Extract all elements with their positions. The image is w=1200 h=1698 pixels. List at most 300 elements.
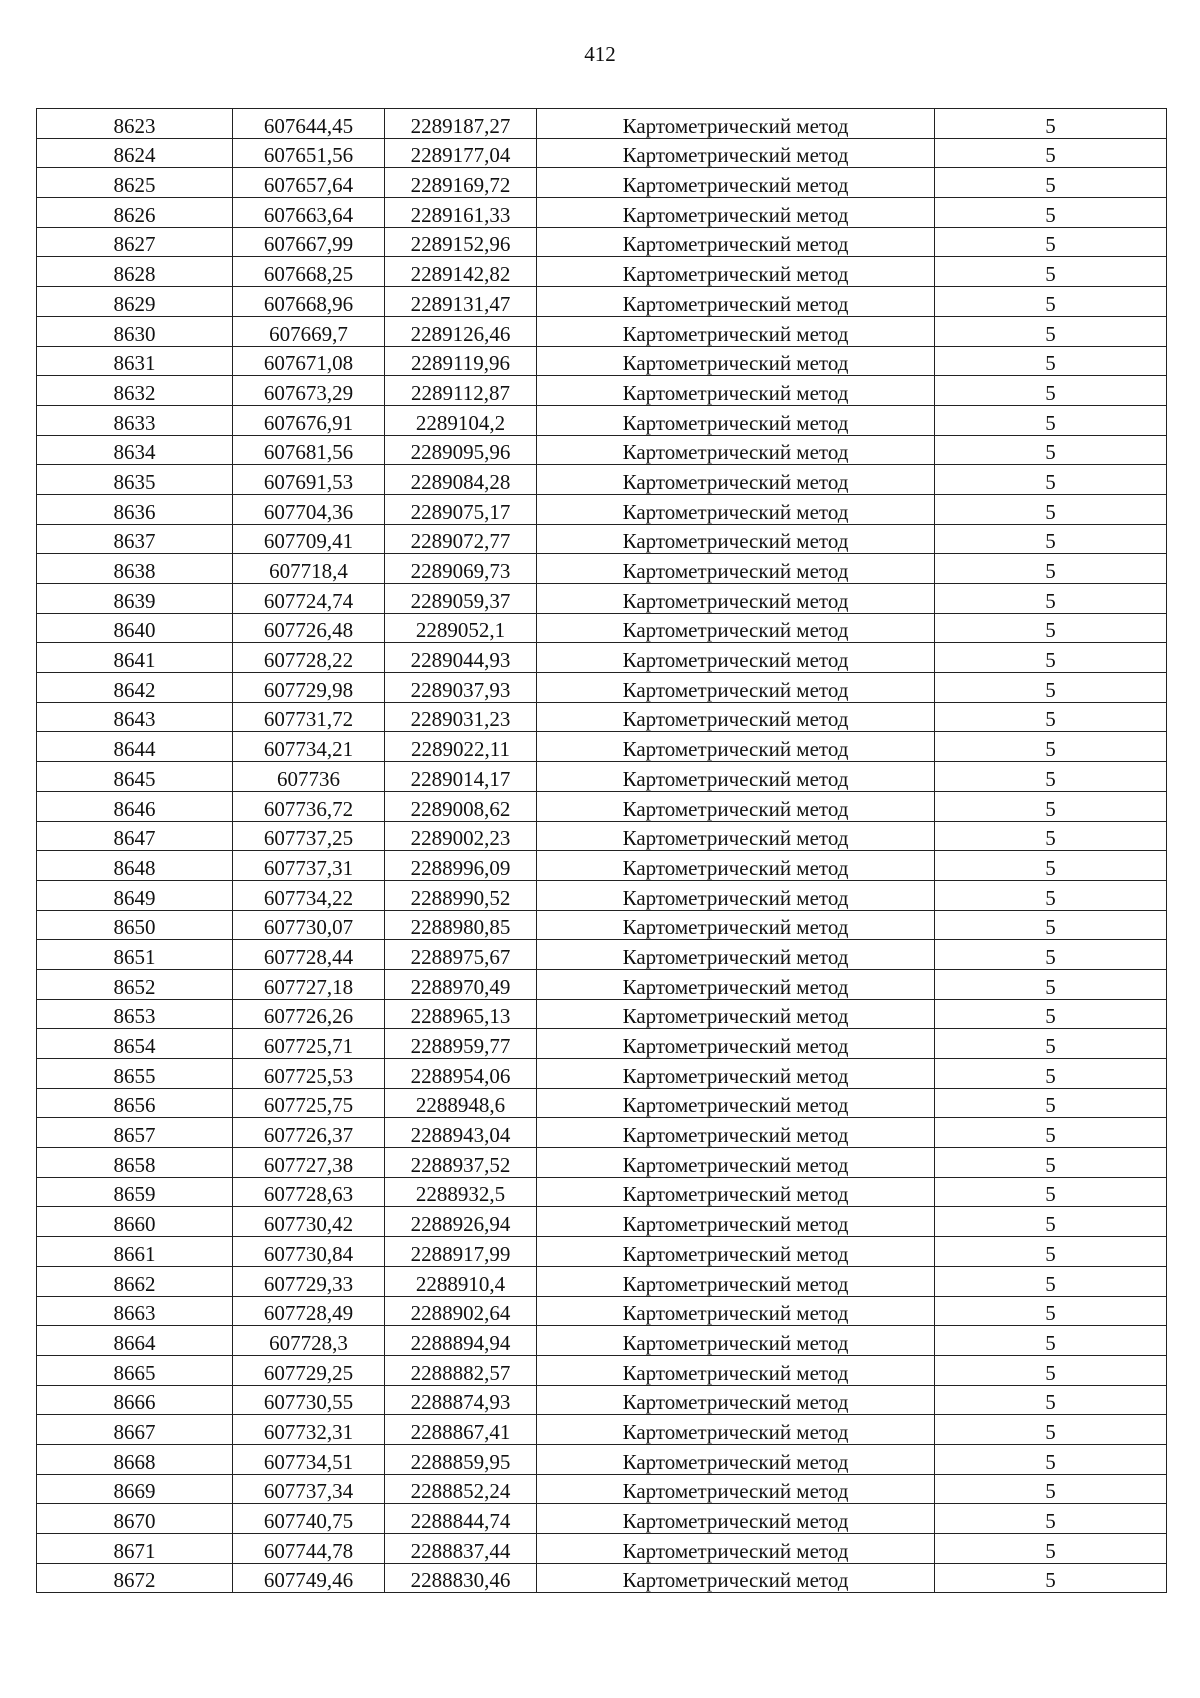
x-coordinate-cell: 607718,4 bbox=[233, 554, 385, 584]
point-number-cell: 8670 bbox=[37, 1504, 233, 1534]
method-cell: Картометрический метод bbox=[537, 613, 935, 643]
table-row bbox=[37, 1207, 1167, 1237]
x-coordinate-cell: 607728,49 bbox=[233, 1296, 385, 1326]
y-coordinate-cell: 2288859,95 bbox=[385, 1444, 537, 1474]
method-cell: Картометрический метод bbox=[537, 1296, 935, 1326]
x-coordinate-cell: 607657,64 bbox=[233, 168, 385, 198]
x-coordinate-cell: 607729,98 bbox=[233, 673, 385, 703]
accuracy-cell: 5 bbox=[935, 584, 1167, 614]
method-cell: Картометрический метод bbox=[537, 762, 935, 792]
table-row bbox=[37, 227, 1167, 257]
x-coordinate-cell: 607668,25 bbox=[233, 257, 385, 287]
y-coordinate-cell: 2288852,24 bbox=[385, 1474, 537, 1504]
method-cell: Картометрический метод bbox=[537, 1059, 935, 1089]
point-number-cell: 8639 bbox=[37, 584, 233, 614]
y-coordinate-cell: 2289095,96 bbox=[385, 435, 537, 465]
accuracy-cell: 5 bbox=[935, 554, 1167, 584]
x-coordinate-cell: 607730,55 bbox=[233, 1385, 385, 1415]
method-cell: Картометрический метод bbox=[537, 465, 935, 495]
y-coordinate-cell: 2289142,82 bbox=[385, 257, 537, 287]
method-cell: Картометрический метод bbox=[537, 1385, 935, 1415]
method-cell: Картометрический метод bbox=[537, 1504, 935, 1534]
x-coordinate-cell: 607732,31 bbox=[233, 1415, 385, 1445]
x-coordinate-cell: 607736 bbox=[233, 762, 385, 792]
y-coordinate-cell: 2288874,93 bbox=[385, 1385, 537, 1415]
point-number-cell: 8660 bbox=[37, 1207, 233, 1237]
x-coordinate-cell: 607727,18 bbox=[233, 969, 385, 999]
y-coordinate-cell: 2289119,96 bbox=[385, 346, 537, 376]
method-cell: Картометрический метод bbox=[537, 791, 935, 821]
table-row bbox=[37, 257, 1167, 287]
method-cell: Картометрический метод bbox=[537, 316, 935, 346]
method-cell: Картометрический метод bbox=[537, 940, 935, 970]
method-cell: Картометрический метод bbox=[537, 1207, 935, 1237]
accuracy-cell: 5 bbox=[935, 198, 1167, 228]
point-number-cell: 8637 bbox=[37, 524, 233, 554]
table-row bbox=[37, 1355, 1167, 1385]
point-number-cell: 8648 bbox=[37, 851, 233, 881]
method-cell: Картометрический метод bbox=[537, 287, 935, 317]
accuracy-cell: 5 bbox=[935, 168, 1167, 198]
x-coordinate-cell: 607728,44 bbox=[233, 940, 385, 970]
y-coordinate-cell: 2288948,6 bbox=[385, 1088, 537, 1118]
y-coordinate-cell: 2289037,93 bbox=[385, 673, 537, 703]
point-number-cell: 8644 bbox=[37, 732, 233, 762]
x-coordinate-cell: 607725,53 bbox=[233, 1059, 385, 1089]
table-row bbox=[37, 1504, 1167, 1534]
y-coordinate-cell: 2288902,64 bbox=[385, 1296, 537, 1326]
table-row bbox=[37, 732, 1167, 762]
accuracy-cell: 5 bbox=[935, 762, 1167, 792]
point-number-cell: 8656 bbox=[37, 1088, 233, 1118]
point-number-cell: 8666 bbox=[37, 1385, 233, 1415]
x-coordinate-cell: 607727,38 bbox=[233, 1148, 385, 1178]
y-coordinate-cell: 2289008,62 bbox=[385, 791, 537, 821]
accuracy-cell: 5 bbox=[935, 940, 1167, 970]
point-number-cell: 8654 bbox=[37, 1029, 233, 1059]
x-coordinate-cell: 607737,31 bbox=[233, 851, 385, 881]
method-cell: Картометрический метод bbox=[537, 198, 935, 228]
x-coordinate-cell: 607669,7 bbox=[233, 316, 385, 346]
accuracy-cell: 5 bbox=[935, 1296, 1167, 1326]
y-coordinate-cell: 2289044,93 bbox=[385, 643, 537, 673]
accuracy-cell: 5 bbox=[935, 1385, 1167, 1415]
x-coordinate-cell: 607736,72 bbox=[233, 791, 385, 821]
point-number-cell: 8625 bbox=[37, 168, 233, 198]
accuracy-cell: 5 bbox=[935, 227, 1167, 257]
table-row bbox=[37, 702, 1167, 732]
point-number-cell: 8636 bbox=[37, 494, 233, 524]
x-coordinate-cell: 607676,91 bbox=[233, 405, 385, 435]
y-coordinate-cell: 2288996,09 bbox=[385, 851, 537, 881]
accuracy-cell: 5 bbox=[935, 643, 1167, 673]
point-number-cell: 8646 bbox=[37, 791, 233, 821]
method-cell: Картометрический метод bbox=[537, 732, 935, 762]
accuracy-cell: 5 bbox=[935, 405, 1167, 435]
y-coordinate-cell: 2288937,52 bbox=[385, 1148, 537, 1178]
y-coordinate-cell: 2288954,06 bbox=[385, 1059, 537, 1089]
y-coordinate-cell: 2289069,73 bbox=[385, 554, 537, 584]
method-cell: Картометрический метод bbox=[537, 138, 935, 168]
x-coordinate-cell: 607734,22 bbox=[233, 880, 385, 910]
point-number-cell: 8651 bbox=[37, 940, 233, 970]
x-coordinate-cell: 607671,08 bbox=[233, 346, 385, 376]
y-coordinate-cell: 2288943,04 bbox=[385, 1118, 537, 1148]
table-row bbox=[37, 405, 1167, 435]
x-coordinate-cell: 607726,26 bbox=[233, 999, 385, 1029]
accuracy-cell: 5 bbox=[935, 1088, 1167, 1118]
x-coordinate-cell: 607728,63 bbox=[233, 1177, 385, 1207]
point-number-cell: 8658 bbox=[37, 1148, 233, 1178]
point-number-cell: 8650 bbox=[37, 910, 233, 940]
y-coordinate-cell: 2288837,44 bbox=[385, 1534, 537, 1564]
table-row bbox=[37, 1385, 1167, 1415]
method-cell: Картометрический метод bbox=[537, 1326, 935, 1356]
method-cell: Картометрический метод bbox=[537, 910, 935, 940]
method-cell: Картометрический метод bbox=[537, 880, 935, 910]
method-cell: Картометрический метод bbox=[537, 1474, 935, 1504]
accuracy-cell: 5 bbox=[935, 673, 1167, 703]
point-number-cell: 8652 bbox=[37, 969, 233, 999]
table-row bbox=[37, 1444, 1167, 1474]
accuracy-cell: 5 bbox=[935, 1504, 1167, 1534]
x-coordinate-cell: 607728,3 bbox=[233, 1326, 385, 1356]
accuracy-cell: 5 bbox=[935, 1534, 1167, 1564]
x-coordinate-cell: 607667,99 bbox=[233, 227, 385, 257]
table-row bbox=[37, 316, 1167, 346]
point-number-cell: 8631 bbox=[37, 346, 233, 376]
table-row bbox=[37, 673, 1167, 703]
point-number-cell: 8630 bbox=[37, 316, 233, 346]
point-number-cell: 8661 bbox=[37, 1237, 233, 1267]
method-cell: Картометрический метод bbox=[537, 524, 935, 554]
x-coordinate-cell: 607644,45 bbox=[233, 109, 385, 139]
y-coordinate-cell: 2289014,17 bbox=[385, 762, 537, 792]
accuracy-cell: 5 bbox=[935, 1207, 1167, 1237]
accuracy-cell: 5 bbox=[935, 969, 1167, 999]
table-row bbox=[37, 376, 1167, 406]
accuracy-cell: 5 bbox=[935, 821, 1167, 851]
x-coordinate-cell: 607651,56 bbox=[233, 138, 385, 168]
method-cell: Картометрический метод bbox=[537, 1118, 935, 1148]
accuracy-cell: 5 bbox=[935, 494, 1167, 524]
accuracy-cell: 5 bbox=[935, 880, 1167, 910]
y-coordinate-cell: 2289177,04 bbox=[385, 138, 537, 168]
accuracy-cell: 5 bbox=[935, 1237, 1167, 1267]
x-coordinate-cell: 607734,21 bbox=[233, 732, 385, 762]
table-row bbox=[37, 1415, 1167, 1445]
table-row bbox=[37, 138, 1167, 168]
x-coordinate-cell: 607729,33 bbox=[233, 1266, 385, 1296]
point-number-cell: 8629 bbox=[37, 287, 233, 317]
x-coordinate-cell: 607673,29 bbox=[233, 376, 385, 406]
method-cell: Картометрический метод bbox=[537, 969, 935, 999]
y-coordinate-cell: 2289169,72 bbox=[385, 168, 537, 198]
y-coordinate-cell: 2288970,49 bbox=[385, 969, 537, 999]
y-coordinate-cell: 2288990,52 bbox=[385, 880, 537, 910]
method-cell: Картометрический метод bbox=[537, 999, 935, 1029]
point-number-cell: 8634 bbox=[37, 435, 233, 465]
y-coordinate-cell: 2289104,2 bbox=[385, 405, 537, 435]
accuracy-cell: 5 bbox=[935, 524, 1167, 554]
x-coordinate-cell: 607734,51 bbox=[233, 1444, 385, 1474]
y-coordinate-cell: 2289161,33 bbox=[385, 198, 537, 228]
table-row bbox=[37, 643, 1167, 673]
method-cell: Картометрический метод bbox=[537, 346, 935, 376]
table-row bbox=[37, 969, 1167, 999]
x-coordinate-cell: 607709,41 bbox=[233, 524, 385, 554]
table-row bbox=[37, 287, 1167, 317]
accuracy-cell: 5 bbox=[935, 791, 1167, 821]
table-row bbox=[37, 880, 1167, 910]
accuracy-cell: 5 bbox=[935, 287, 1167, 317]
x-coordinate-cell: 607731,72 bbox=[233, 702, 385, 732]
y-coordinate-cell: 2288910,4 bbox=[385, 1266, 537, 1296]
table-row bbox=[37, 465, 1167, 495]
table-row bbox=[37, 109, 1167, 139]
point-number-cell: 8643 bbox=[37, 702, 233, 732]
table-row bbox=[37, 198, 1167, 228]
point-number-cell: 8669 bbox=[37, 1474, 233, 1504]
method-cell: Картометрический метод bbox=[537, 494, 935, 524]
table-row bbox=[37, 1177, 1167, 1207]
accuracy-cell: 5 bbox=[935, 1148, 1167, 1178]
y-coordinate-cell: 2289187,27 bbox=[385, 109, 537, 139]
accuracy-cell: 5 bbox=[935, 465, 1167, 495]
point-number-cell: 8663 bbox=[37, 1296, 233, 1326]
y-coordinate-cell: 2289052,1 bbox=[385, 613, 537, 643]
accuracy-cell: 5 bbox=[935, 109, 1167, 139]
point-number-cell: 8632 bbox=[37, 376, 233, 406]
method-cell: Картометрический метод bbox=[537, 643, 935, 673]
point-number-cell: 8671 bbox=[37, 1534, 233, 1564]
coordinates-table bbox=[36, 108, 1167, 1593]
method-cell: Картометрический метод bbox=[537, 257, 935, 287]
table-row bbox=[37, 821, 1167, 851]
point-number-cell: 8638 bbox=[37, 554, 233, 584]
method-cell: Картометрический метод bbox=[537, 168, 935, 198]
accuracy-cell: 5 bbox=[935, 1326, 1167, 1356]
x-coordinate-cell: 607704,36 bbox=[233, 494, 385, 524]
y-coordinate-cell: 2289075,17 bbox=[385, 494, 537, 524]
x-coordinate-cell: 607737,25 bbox=[233, 821, 385, 851]
method-cell: Картометрический метод bbox=[537, 1355, 935, 1385]
x-coordinate-cell: 607668,96 bbox=[233, 287, 385, 317]
point-number-cell: 8640 bbox=[37, 613, 233, 643]
point-number-cell: 8662 bbox=[37, 1266, 233, 1296]
accuracy-cell: 5 bbox=[935, 1118, 1167, 1148]
point-number-cell: 8624 bbox=[37, 138, 233, 168]
point-number-cell: 8668 bbox=[37, 1444, 233, 1474]
table-row bbox=[37, 762, 1167, 792]
table-row bbox=[37, 940, 1167, 970]
method-cell: Картометрический метод bbox=[537, 405, 935, 435]
y-coordinate-cell: 2289059,37 bbox=[385, 584, 537, 614]
point-number-cell: 8627 bbox=[37, 227, 233, 257]
x-coordinate-cell: 607740,75 bbox=[233, 1504, 385, 1534]
table-row bbox=[37, 524, 1167, 554]
accuracy-cell: 5 bbox=[935, 702, 1167, 732]
accuracy-cell: 5 bbox=[935, 999, 1167, 1029]
point-number-cell: 8665 bbox=[37, 1355, 233, 1385]
table-row bbox=[37, 1474, 1167, 1504]
accuracy-cell: 5 bbox=[935, 851, 1167, 881]
y-coordinate-cell: 2289152,96 bbox=[385, 227, 537, 257]
y-coordinate-cell: 2288975,67 bbox=[385, 940, 537, 970]
table-row bbox=[37, 584, 1167, 614]
method-cell: Картометрический метод bbox=[537, 1563, 935, 1593]
x-coordinate-cell: 607726,37 bbox=[233, 1118, 385, 1148]
table-row bbox=[37, 851, 1167, 881]
point-number-cell: 8626 bbox=[37, 198, 233, 228]
method-cell: Картометрический метод bbox=[537, 673, 935, 703]
table-row bbox=[37, 1534, 1167, 1564]
accuracy-cell: 5 bbox=[935, 316, 1167, 346]
point-number-cell: 8664 bbox=[37, 1326, 233, 1356]
x-coordinate-cell: 607737,34 bbox=[233, 1474, 385, 1504]
method-cell: Картометрический метод bbox=[537, 376, 935, 406]
y-coordinate-cell: 2288926,94 bbox=[385, 1207, 537, 1237]
table-row bbox=[37, 1266, 1167, 1296]
y-coordinate-cell: 2288917,99 bbox=[385, 1237, 537, 1267]
point-number-cell: 8635 bbox=[37, 465, 233, 495]
table-row bbox=[37, 1296, 1167, 1326]
method-cell: Картометрический метод bbox=[537, 1534, 935, 1564]
table-row bbox=[37, 1563, 1167, 1593]
point-number-cell: 8628 bbox=[37, 257, 233, 287]
method-cell: Картометрический метод bbox=[537, 1237, 935, 1267]
accuracy-cell: 5 bbox=[935, 1266, 1167, 1296]
point-number-cell: 8641 bbox=[37, 643, 233, 673]
accuracy-cell: 5 bbox=[935, 1029, 1167, 1059]
x-coordinate-cell: 607728,22 bbox=[233, 643, 385, 673]
accuracy-cell: 5 bbox=[935, 1177, 1167, 1207]
table-row bbox=[37, 1237, 1167, 1267]
y-coordinate-cell: 2289084,28 bbox=[385, 465, 537, 495]
accuracy-cell: 5 bbox=[935, 1444, 1167, 1474]
y-coordinate-cell: 2288830,46 bbox=[385, 1563, 537, 1593]
accuracy-cell: 5 bbox=[935, 1059, 1167, 1089]
table-row bbox=[37, 1148, 1167, 1178]
y-coordinate-cell: 2289072,77 bbox=[385, 524, 537, 554]
method-cell: Картометрический метод bbox=[537, 584, 935, 614]
accuracy-cell: 5 bbox=[935, 435, 1167, 465]
x-coordinate-cell: 607749,46 bbox=[233, 1563, 385, 1593]
y-coordinate-cell: 2288959,77 bbox=[385, 1029, 537, 1059]
x-coordinate-cell: 607726,48 bbox=[233, 613, 385, 643]
point-number-cell: 8667 bbox=[37, 1415, 233, 1445]
method-cell: Картометрический метод bbox=[537, 435, 935, 465]
accuracy-cell: 5 bbox=[935, 1355, 1167, 1385]
x-coordinate-cell: 607730,42 bbox=[233, 1207, 385, 1237]
x-coordinate-cell: 607724,74 bbox=[233, 584, 385, 614]
x-coordinate-cell: 607725,71 bbox=[233, 1029, 385, 1059]
y-coordinate-cell: 2288932,5 bbox=[385, 1177, 537, 1207]
x-coordinate-cell: 607691,53 bbox=[233, 465, 385, 495]
y-coordinate-cell: 2289002,23 bbox=[385, 821, 537, 851]
table-row bbox=[37, 1118, 1167, 1148]
x-coordinate-cell: 607663,64 bbox=[233, 198, 385, 228]
x-coordinate-cell: 607730,07 bbox=[233, 910, 385, 940]
method-cell: Картометрический метод bbox=[537, 702, 935, 732]
y-coordinate-cell: 2289022,11 bbox=[385, 732, 537, 762]
method-cell: Картометрический метод bbox=[537, 821, 935, 851]
method-cell: Картометрический метод bbox=[537, 1444, 935, 1474]
point-number-cell: 8655 bbox=[37, 1059, 233, 1089]
x-coordinate-cell: 607730,84 bbox=[233, 1237, 385, 1267]
y-coordinate-cell: 2288980,85 bbox=[385, 910, 537, 940]
method-cell: Картометрический метод bbox=[537, 554, 935, 584]
y-coordinate-cell: 2288894,94 bbox=[385, 1326, 537, 1356]
y-coordinate-cell: 2289112,87 bbox=[385, 376, 537, 406]
table-row bbox=[37, 910, 1167, 940]
x-coordinate-cell: 607725,75 bbox=[233, 1088, 385, 1118]
method-cell: Картометрический метод bbox=[537, 1148, 935, 1178]
method-cell: Картометрический метод bbox=[537, 1415, 935, 1445]
x-coordinate-cell: 607681,56 bbox=[233, 435, 385, 465]
table-row bbox=[37, 554, 1167, 584]
method-cell: Картометрический метод bbox=[537, 1029, 935, 1059]
method-cell: Картометрический метод bbox=[537, 227, 935, 257]
method-cell: Картометрический метод bbox=[537, 1088, 935, 1118]
point-number-cell: 8672 bbox=[37, 1563, 233, 1593]
table-row bbox=[37, 494, 1167, 524]
y-coordinate-cell: 2288965,13 bbox=[385, 999, 537, 1029]
method-cell: Картометрический метод bbox=[537, 1266, 935, 1296]
y-coordinate-cell: 2288844,74 bbox=[385, 1504, 537, 1534]
accuracy-cell: 5 bbox=[935, 138, 1167, 168]
y-coordinate-cell: 2289031,23 bbox=[385, 702, 537, 732]
table-row bbox=[37, 1059, 1167, 1089]
y-coordinate-cell: 2289126,46 bbox=[385, 316, 537, 346]
accuracy-cell: 5 bbox=[935, 732, 1167, 762]
accuracy-cell: 5 bbox=[935, 910, 1167, 940]
method-cell: Картометрический метод bbox=[537, 1177, 935, 1207]
accuracy-cell: 5 bbox=[935, 1415, 1167, 1445]
method-cell: Картометрический метод bbox=[537, 109, 935, 139]
table-row bbox=[37, 999, 1167, 1029]
y-coordinate-cell: 2288867,41 bbox=[385, 1415, 537, 1445]
accuracy-cell: 5 bbox=[935, 1474, 1167, 1504]
point-number-cell: 8642 bbox=[37, 673, 233, 703]
accuracy-cell: 5 bbox=[935, 346, 1167, 376]
x-coordinate-cell: 607729,25 bbox=[233, 1355, 385, 1385]
table-row bbox=[37, 613, 1167, 643]
y-coordinate-cell: 2289131,47 bbox=[385, 287, 537, 317]
y-coordinate-cell: 2288882,57 bbox=[385, 1355, 537, 1385]
coordinates-table-body bbox=[37, 109, 1167, 1593]
table-row bbox=[37, 1326, 1167, 1356]
table-row bbox=[37, 791, 1167, 821]
accuracy-cell: 5 bbox=[935, 613, 1167, 643]
table-row bbox=[37, 346, 1167, 376]
table-row bbox=[37, 1088, 1167, 1118]
point-number-cell: 8633 bbox=[37, 405, 233, 435]
accuracy-cell: 5 bbox=[935, 1563, 1167, 1593]
method-cell: Картометрический метод bbox=[537, 851, 935, 881]
point-number-cell: 8659 bbox=[37, 1177, 233, 1207]
table-row bbox=[37, 168, 1167, 198]
table-row bbox=[37, 435, 1167, 465]
page-number: 412 bbox=[584, 42, 616, 66]
point-number-cell: 8649 bbox=[37, 880, 233, 910]
table-row bbox=[37, 1029, 1167, 1059]
point-number-cell: 8623 bbox=[37, 109, 233, 139]
point-number-cell: 8653 bbox=[37, 999, 233, 1029]
point-number-cell: 8647 bbox=[37, 821, 233, 851]
accuracy-cell: 5 bbox=[935, 257, 1167, 287]
x-coordinate-cell: 607744,78 bbox=[233, 1534, 385, 1564]
